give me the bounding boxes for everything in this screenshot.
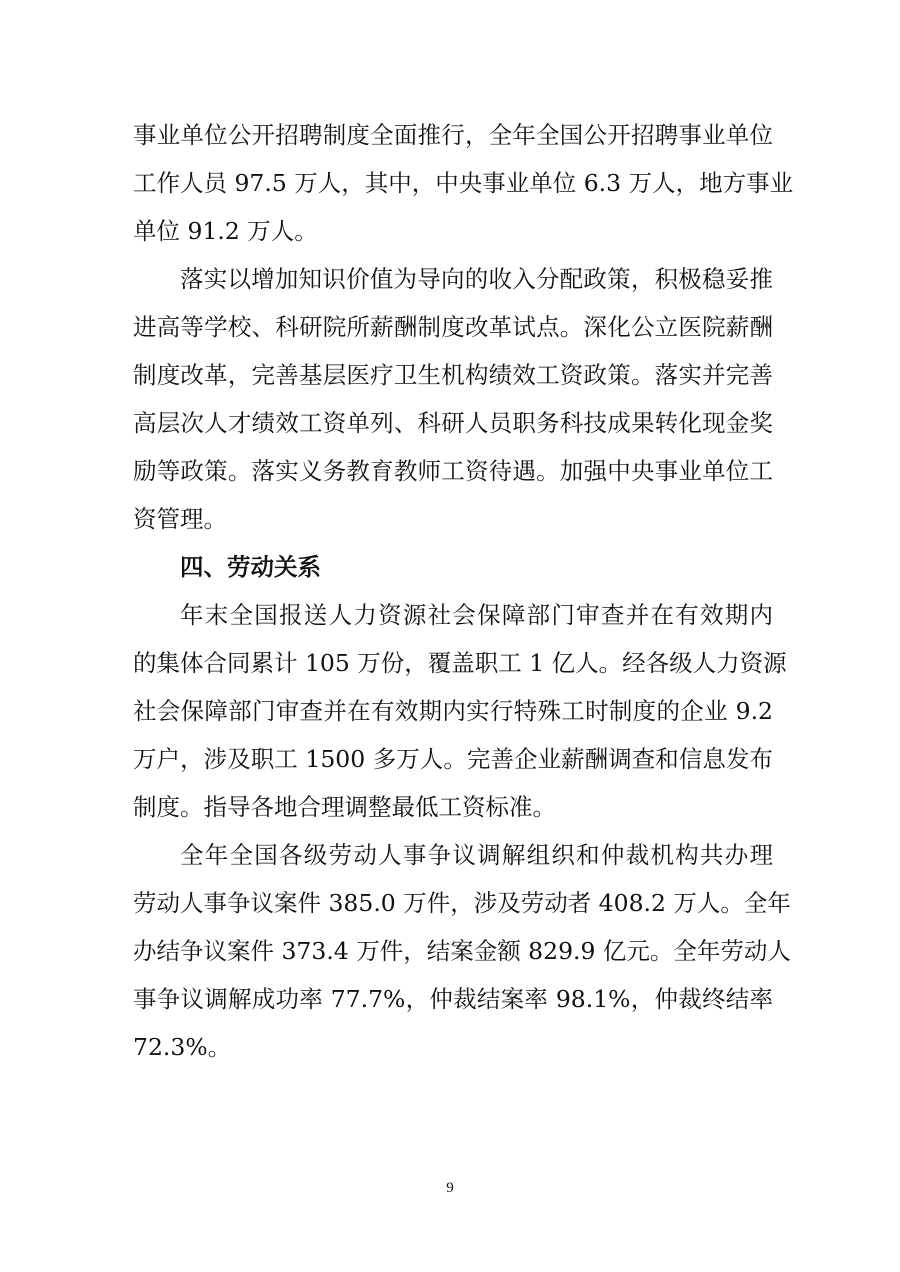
paragraph-line: 72.3%。 — [133, 1033, 232, 1061]
paragraph-line: 全年全国各级劳动人事争议调解组织和仲裁机构共办理 — [180, 841, 773, 869]
paragraph-line: 落实以增加知识价值为导向的收入分配政策，积极稳妥推 — [180, 265, 773, 293]
paragraph-line: 年末全国报送人力资源社会保障部门审查并在有效期内 — [180, 601, 773, 629]
paragraph-line: 工作人员 97.5 万人，其中，中央事业单位 6.3 万人，地方事业 — [133, 169, 794, 197]
paragraph-line: 单位 91.2 万人。 — [133, 217, 318, 245]
paragraph-line: 资管理。 — [133, 505, 227, 533]
paragraph-line: 励等政策。落实义务教育教师工资待遇。加强中央事业单位工 — [133, 457, 773, 485]
paragraph-line: 的集体合同累计 105 万份，覆盖职工 1 亿人。经各级人力资源 — [133, 649, 787, 677]
paragraph-line: 制度改革，完善基层医疗卫生机构绩效工资政策。落实并完善 — [133, 361, 773, 389]
page-number: 9 — [446, 1180, 454, 1196]
paragraph-line: 劳动人事争议案件 385.0 万件，涉及劳动者 408.2 万人。全年 — [133, 889, 791, 917]
paragraph-line: 制度。指导各地合理调整最低工资标准。 — [133, 793, 556, 821]
paragraph-line: 万户，涉及职工 1500 多万人。完善企业薪酬调查和信息发布 — [133, 745, 773, 773]
paragraph-line: 高层次人才绩效工资单列、科研人员职务科技成果转化现金奖 — [133, 409, 773, 437]
paragraph-line: 事业单位公开招聘制度全面推行，全年全国公开招聘事业单位 — [133, 121, 773, 149]
paragraph-line: 社会保障部门审查并在有效期内实行特殊工时制度的企业 9.2 — [133, 697, 773, 725]
paragraph-line: 办结争议案件 373.4 万件，结案金额 829.9 亿元。全年劳动人 — [133, 937, 791, 965]
paragraph-line: 进高等学校、科研院所薪酬制度改革试点。深化公立医院薪酬 — [133, 313, 773, 341]
section-heading: 四、劳动关系 — [180, 553, 321, 581]
paragraph-line: 事争议调解成功率 77.7%，仲裁结案率 98.1%，仲裁终结率 — [133, 985, 773, 1013]
